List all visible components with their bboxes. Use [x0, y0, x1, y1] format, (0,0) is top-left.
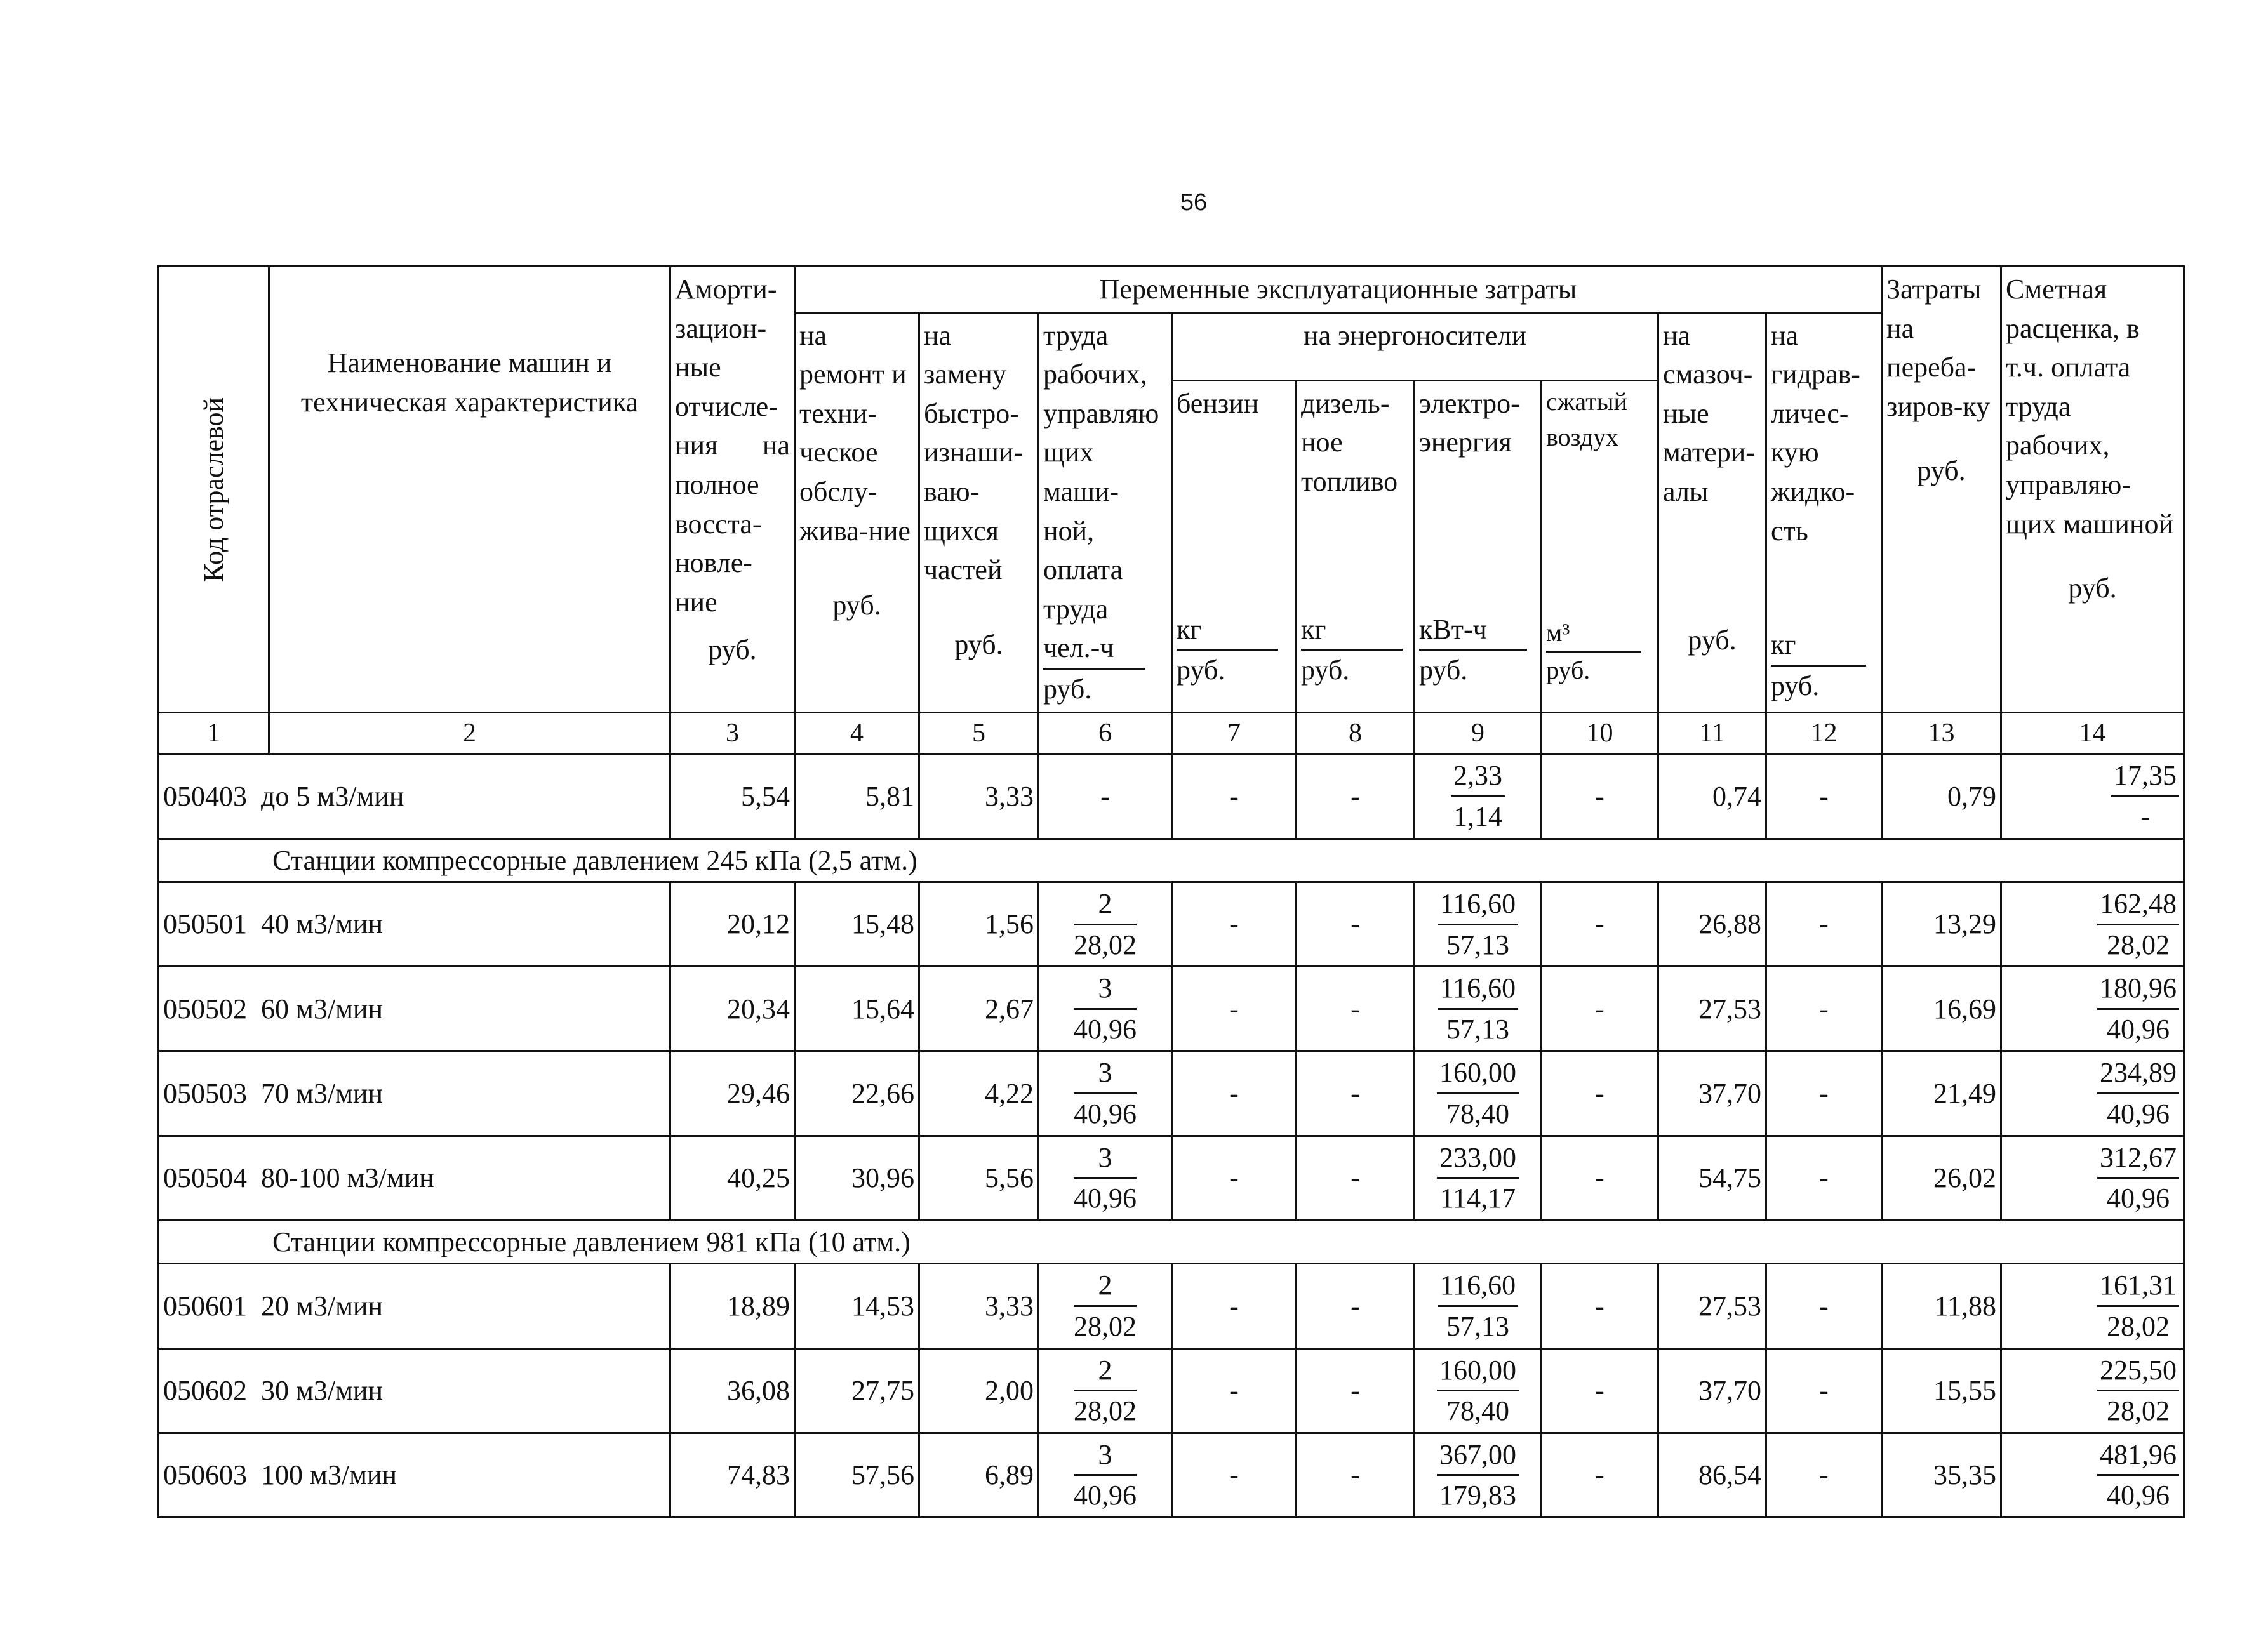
electricity-value [1415, 967, 1542, 1051]
repair-value: 14,53 [795, 1264, 919, 1348]
header-air-cell [1542, 380, 1658, 712]
electricity-top: 367,00 [1437, 1435, 1519, 1476]
diesel-value: - [1297, 967, 1415, 1051]
amortization-value: 29,46 [670, 1051, 795, 1136]
amortization-value: 20,12 [670, 882, 795, 967]
estimate-bottom: 40,96 [2107, 1480, 2170, 1511]
estimate-bottom: 28,02 [2107, 929, 2170, 960]
labor-bottom: 40,96 [1074, 1183, 1137, 1214]
labor-bottom: 40,96 [1074, 1480, 1137, 1511]
header-parts-unit: руб. [954, 628, 1003, 660]
repair-value: 57,56 [795, 1433, 919, 1517]
lubricants-value: 26,88 [1658, 882, 1766, 967]
estimate-top: 312,67 [2097, 1138, 2179, 1179]
labor-top: 3 [1074, 1138, 1137, 1179]
labor-top: 2 [1074, 1351, 1137, 1392]
hydraulic-value: - [1766, 1348, 1882, 1433]
diesel-value: - [1297, 1433, 1415, 1517]
labor-value [1039, 1264, 1172, 1348]
header-estimate-unit: руб. [2068, 573, 2117, 604]
machine-name: 60 м3/мин [261, 993, 384, 1025]
header-diesel: дизель-ное топливо [1301, 387, 1398, 497]
labor-value [1039, 1348, 1172, 1433]
electricity-top: 160,00 [1437, 1351, 1519, 1392]
machine-cell [159, 754, 670, 839]
machine-name: 30 м3/мин [261, 1374, 384, 1406]
estimate-bottom: 40,96 [2107, 1098, 2170, 1130]
header-diesel-unit-bottom: руб. [1301, 654, 1350, 686]
header-amortization-cell [670, 267, 795, 713]
repair-value: 30,96 [795, 1136, 919, 1220]
machine-code: 050403 [163, 780, 247, 812]
rebasing-value: 26,02 [1882, 1136, 2001, 1220]
rebasing-value: 13,29 [1882, 882, 2001, 967]
machine-code: 050503 [163, 1077, 247, 1109]
estimate-top: 481,96 [2097, 1435, 2179, 1476]
labor-top: 3 [1074, 1053, 1137, 1094]
labor-bottom: 28,02 [1074, 1311, 1137, 1343]
section-title: Станции компрессорные давлением 981 кПа (10 атм.) [159, 1220, 2184, 1264]
repair-value: 15,64 [795, 967, 919, 1051]
header-petrol-unit-bottom: руб. [1177, 654, 1225, 686]
machine-cell [159, 1051, 670, 1136]
amortization-value: 40,25 [670, 1136, 795, 1220]
labor-top: 3 [1074, 969, 1137, 1010]
estimate-value [2001, 1348, 2184, 1433]
machine-name: 80-100 м3/мин [261, 1162, 434, 1193]
estimate-top: 17,35 [2111, 756, 2179, 797]
parts-value: 3,33 [919, 1264, 1039, 1348]
header-code: Код отраслевой [197, 397, 229, 582]
hydraulic-value: - [1766, 967, 1882, 1051]
estimate-top: 234,89 [2097, 1053, 2179, 1094]
machine-code: 050601 [163, 1290, 247, 1322]
header-rebasing-cell [1882, 267, 2001, 713]
parts-value: 2,67 [919, 967, 1039, 1051]
header-diesel-unit-top: кг [1301, 610, 1403, 651]
electricity-value [1415, 1264, 1542, 1348]
column-number: 8 [1297, 712, 1415, 754]
estimate-value [2001, 967, 2184, 1051]
header-energy: на энергоносители [1172, 312, 1658, 380]
labor-value: - [1039, 754, 1172, 839]
machine-code: 050501 [163, 908, 247, 940]
lubricants-value: 27,53 [1658, 1264, 1766, 1348]
header-variable-costs: Переменные эксплуатационные затраты [795, 267, 1882, 313]
diesel-value: - [1297, 1348, 1415, 1433]
machine-cell [159, 1348, 670, 1433]
estimate-value [2001, 754, 2184, 839]
column-number: 12 [1766, 712, 1882, 754]
header-name-cell [269, 267, 670, 713]
machine-code: 050504 [163, 1162, 247, 1193]
lubricants-value: 37,70 [1658, 1348, 1766, 1433]
labor-top: 3 [1074, 1435, 1137, 1476]
electricity-top: 116,60 [1438, 884, 1518, 925]
parts-value: 1,56 [919, 882, 1039, 967]
electricity-value [1415, 754, 1542, 839]
labor-value [1039, 1136, 1172, 1220]
machine-code: 050502 [163, 993, 247, 1025]
estimate-bottom: - [2140, 800, 2150, 832]
diesel-value: - [1297, 1136, 1415, 1220]
amortization-value: 74,83 [670, 1433, 795, 1517]
estimate-top: 162,48 [2097, 884, 2179, 925]
hydraulic-value: - [1766, 1433, 1882, 1517]
header-lubricants-unit: руб. [1688, 624, 1737, 656]
air-value: - [1542, 1433, 1658, 1517]
petrol-value: - [1172, 967, 1297, 1051]
column-number: 7 [1172, 712, 1297, 754]
labor-top: 2 [1074, 884, 1137, 925]
parts-value: 5,56 [919, 1136, 1039, 1220]
header-hydraulic: на гидрав-личес-кую жидко-сть [1771, 319, 1860, 547]
labor-bottom: 28,02 [1074, 1395, 1137, 1427]
column-number: 11 [1658, 712, 1766, 754]
repair-value: 27,75 [795, 1348, 919, 1433]
header-row-1 [159, 267, 2184, 313]
labor-value [1039, 882, 1172, 967]
electricity-bottom: 1,14 [1453, 800, 1502, 832]
header-labor: труда рабочих, управляю щих маши-ной, оплата труда [1043, 319, 1159, 625]
page-number: 56 [1180, 189, 1208, 216]
electricity-top: 233,00 [1437, 1138, 1519, 1179]
machine-cell [159, 1264, 670, 1348]
header-rebasing: Затраты на переба-зиров-ку [1886, 274, 1991, 422]
header-amortization-unit: руб. [708, 634, 757, 666]
diesel-value: - [1297, 1051, 1415, 1136]
air-value: - [1542, 754, 1658, 839]
amortization-value: 36,08 [670, 1348, 795, 1433]
header-hydraulic-cell [1766, 312, 1882, 712]
electricity-bottom: 57,13 [1446, 1013, 1509, 1045]
section-row [159, 1220, 2184, 1264]
header-parts-cell [919, 312, 1039, 712]
diesel-value: - [1297, 754, 1415, 839]
column-number: 1 [159, 712, 269, 754]
rebasing-value: 35,35 [1882, 1433, 2001, 1517]
diesel-value: - [1297, 1264, 1415, 1348]
petrol-value: - [1172, 1264, 1297, 1348]
electricity-bottom: 179,83 [1439, 1480, 1516, 1511]
hydraulic-value: - [1766, 882, 1882, 967]
electricity-top: 116,60 [1438, 1266, 1518, 1307]
machine-name: 20 м3/мин [261, 1290, 384, 1322]
labor-bottom: 40,96 [1074, 1013, 1137, 1045]
electricity-value [1415, 1136, 1542, 1220]
column-number: 5 [919, 712, 1039, 754]
electricity-bottom: 57,13 [1446, 929, 1509, 960]
header-electricity-cell [1415, 380, 1542, 712]
header-name: Наименование машин и техническая характеристика [300, 347, 639, 418]
estimate-bottom: 28,02 [2107, 1311, 2170, 1343]
labor-value [1039, 1433, 1172, 1517]
rebasing-value: 0,79 [1882, 754, 2001, 839]
rebasing-value: 15,55 [1882, 1348, 2001, 1433]
machine-name: 40 м3/мин [261, 908, 384, 940]
petrol-value: - [1172, 1136, 1297, 1220]
hydraulic-value: - [1766, 1264, 1882, 1348]
estimate-value [2001, 1136, 2184, 1220]
electricity-value [1415, 1348, 1542, 1433]
diesel-value: - [1297, 882, 1415, 967]
header-petrol-cell [1172, 380, 1297, 712]
table-row [159, 754, 2184, 839]
table-row [159, 967, 2184, 1051]
column-number: 6 [1039, 712, 1172, 754]
repair-value: 22,66 [795, 1051, 919, 1136]
hydraulic-value: - [1766, 1136, 1882, 1220]
header-electricity-unit-bottom: руб. [1419, 654, 1468, 686]
air-value: - [1542, 1136, 1658, 1220]
electricity-top: 2,33 [1451, 756, 1505, 797]
labor-bottom: 28,02 [1074, 929, 1137, 960]
labor-value [1039, 1051, 1172, 1136]
estimate-value [2001, 1051, 2184, 1136]
electricity-bottom: 78,40 [1446, 1098, 1509, 1130]
estimate-top: 161,31 [2097, 1266, 2179, 1307]
header-diesel-cell [1297, 380, 1415, 712]
header-repair-cell [795, 312, 919, 712]
header-repair: на ремонт и техни-ческое обслу-жива-ние [799, 319, 911, 547]
header-hydraulic-unit-bottom: руб. [1771, 670, 1820, 701]
parts-value: 6,89 [919, 1433, 1039, 1517]
header-estimate-cell [2001, 267, 2184, 713]
air-value: - [1542, 967, 1658, 1051]
machine-name: 100 м3/мин [261, 1459, 397, 1491]
amortization-value: 18,89 [670, 1264, 795, 1348]
air-value: - [1542, 1051, 1658, 1136]
lubricants-value: 27,53 [1658, 967, 1766, 1051]
parts-value: 3,33 [919, 754, 1039, 839]
estimate-top: 225,50 [2097, 1351, 2179, 1392]
machine-code: 050602 [163, 1374, 247, 1406]
table-row [159, 1348, 2184, 1433]
estimate-value [2001, 1264, 2184, 1348]
parts-value: 4,22 [919, 1051, 1039, 1136]
machine-cell [159, 882, 670, 967]
petrol-value: - [1172, 1051, 1297, 1136]
machine-code: 050603 [163, 1459, 247, 1491]
amortization-value: 20,34 [670, 967, 795, 1051]
header-petrol: бензин [1177, 387, 1259, 419]
rebasing-value: 11,88 [1882, 1264, 2001, 1348]
column-number: 9 [1415, 712, 1542, 754]
petrol-value: - [1172, 754, 1297, 839]
estimate-bottom: 28,02 [2107, 1395, 2170, 1427]
amortization-value: 5,54 [670, 754, 795, 839]
header-air-unit-bottom: руб. [1546, 655, 1591, 684]
column-number: 2 [269, 712, 670, 754]
lubricants-value: 37,70 [1658, 1051, 1766, 1136]
lubricants-value: 0,74 [1658, 754, 1766, 839]
header-code-cell [159, 267, 269, 713]
header-lubricants-cell [1658, 312, 1766, 712]
electricity-bottom: 57,13 [1446, 1311, 1509, 1343]
column-number: 4 [795, 712, 919, 754]
cost-table [157, 265, 2185, 1518]
petrol-value: - [1172, 882, 1297, 967]
header-labor-cell [1039, 312, 1172, 712]
machine-cell [159, 1136, 670, 1220]
electricity-value [1415, 1051, 1542, 1136]
header-air: сжатый воздух [1546, 387, 1627, 451]
labor-top: 2 [1074, 1266, 1137, 1307]
machine-cell [159, 1433, 670, 1517]
petrol-value: - [1172, 1433, 1297, 1517]
electricity-top: 160,00 [1437, 1053, 1519, 1094]
estimate-bottom: 40,96 [2107, 1183, 2170, 1214]
rebasing-value: 16,69 [1882, 967, 2001, 1051]
table-row [159, 1051, 2184, 1136]
column-number: 13 [1882, 712, 2001, 754]
repair-value: 5,81 [795, 754, 919, 839]
estimate-top: 180,96 [2097, 969, 2179, 1010]
table-row [159, 1136, 2184, 1220]
header-amortization: Аморти-зацион-ные отчисле-ния на полное восста-новле-ние [675, 274, 790, 618]
air-value: - [1542, 882, 1658, 967]
repair-value: 15,48 [795, 882, 919, 967]
section-title: Станции компрессорные давлением 245 кПа (2,5 атм.) [159, 839, 2184, 882]
header-labor-unit-bottom: руб. [1043, 673, 1092, 705]
header-hydraulic-unit-top: кг [1771, 625, 1866, 667]
table-row [159, 1264, 2184, 1348]
labor-value [1039, 967, 1172, 1051]
rebasing-value: 21,49 [1882, 1051, 2001, 1136]
electricity-value [1415, 1433, 1542, 1517]
estimate-value [2001, 1433, 2184, 1517]
table-row [159, 1433, 2184, 1517]
petrol-value: - [1172, 1348, 1297, 1433]
lubricants-value: 54,75 [1658, 1136, 1766, 1220]
header-lubricants: на смазоч-ные матери-алы [1663, 319, 1755, 507]
header-estimate: Сметная расценка, в т.ч. оплата труда рабочих, управляю-щих машиной [2006, 274, 2174, 540]
hydraulic-value: - [1766, 754, 1882, 839]
hydraulic-value: - [1766, 1051, 1882, 1136]
machine-name: до 5 м3/мин [261, 780, 404, 812]
machine-cell [159, 967, 670, 1051]
air-value: - [1542, 1348, 1658, 1433]
header-parts: на замену быстро-изнаши-ваю-щихся частей [924, 319, 1024, 586]
air-value: - [1542, 1264, 1658, 1348]
electricity-bottom: 114,17 [1439, 1183, 1516, 1214]
header-rebasing-unit: руб. [1917, 455, 1966, 487]
column-number: 10 [1542, 712, 1658, 754]
column-number: 14 [2001, 712, 2184, 754]
lubricants-value: 86,54 [1658, 1433, 1766, 1517]
header-petrol-unit-top: кг [1177, 610, 1278, 651]
estimate-bottom: 40,96 [2107, 1013, 2170, 1045]
section-row [159, 839, 2184, 882]
electricity-bottom: 78,40 [1446, 1395, 1509, 1427]
machine-name: 70 м3/мин [261, 1077, 384, 1109]
parts-value: 2,00 [919, 1348, 1039, 1433]
estimate-value [2001, 882, 2184, 967]
header-electricity: электро-энергия [1419, 387, 1520, 458]
column-number: 3 [670, 712, 795, 754]
column-number-row [159, 712, 2184, 754]
header-repair-unit: руб. [832, 590, 881, 621]
header-labor-unit-top: чел.-ч [1043, 628, 1145, 670]
header-air-unit-top: м³ [1546, 615, 1641, 653]
table-row [159, 882, 2184, 967]
header-electricity-unit-top: кВт-ч [1419, 610, 1527, 651]
electricity-value [1415, 882, 1542, 967]
electricity-top: 116,60 [1438, 969, 1518, 1010]
labor-bottom: 40,96 [1074, 1098, 1137, 1130]
